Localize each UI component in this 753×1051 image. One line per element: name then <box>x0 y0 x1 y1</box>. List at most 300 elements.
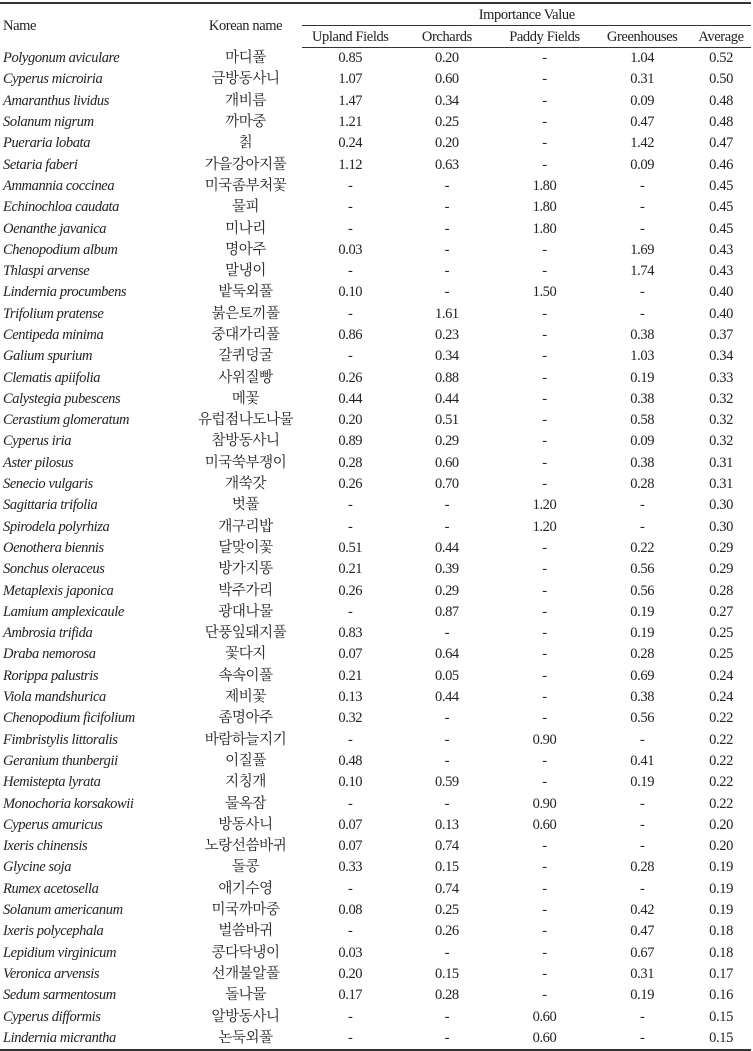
paddy-value: 0.90 <box>532 731 557 748</box>
greenhouses-value: - <box>639 518 645 535</box>
average-value: 0.22 <box>709 752 733 769</box>
upland-value: 0.08 <box>338 902 363 919</box>
species-name: Aster pilosus <box>3 454 74 471</box>
table-row <box>0 197 751 218</box>
table-row <box>0 623 751 644</box>
table-row <box>0 879 751 900</box>
table-row <box>0 176 751 197</box>
orchards-value: 0.34 <box>435 92 459 109</box>
korean-name: 까마중 <box>225 114 266 131</box>
korean-name: 가을강아지풀 <box>204 156 287 173</box>
average-value: 0.18 <box>709 923 733 940</box>
upland-value: 0.24 <box>338 135 363 152</box>
table-row <box>0 304 751 325</box>
korean-name: 방동사니 <box>218 816 273 833</box>
korean-name: 노랑선씀바귀 <box>204 838 287 855</box>
average-value: 0.15 <box>709 1008 733 1025</box>
average-value: 0.32 <box>709 412 733 429</box>
paddy-value: - <box>542 625 547 642</box>
orchards-value: - <box>444 731 450 748</box>
upland-value: 0.86 <box>338 327 363 343</box>
average-value: 0.28 <box>709 582 733 599</box>
paddy-value: 1.50 <box>532 284 557 301</box>
table-row <box>0 985 751 1006</box>
greenhouses-value: 0.42 <box>630 902 655 919</box>
korean-name: 붉은토끼풀 <box>211 305 280 322</box>
upland-value: 0.21 <box>338 561 363 578</box>
species-name: Oenanthe javanica <box>3 220 107 237</box>
upland-value: 0.51 <box>338 539 363 556</box>
paddy-value: - <box>542 987 547 1004</box>
greenhouses-value: - <box>639 220 645 237</box>
species-name: Geranium thunbergii <box>3 752 118 769</box>
orchards-value: - <box>444 944 450 961</box>
species-name: Spirodela polyrhiza <box>3 518 110 535</box>
importance-value-table <box>0 2 751 1051</box>
table-row <box>0 921 751 942</box>
greenhouses-value: 0.19 <box>630 987 655 1004</box>
upland-value: - <box>348 177 353 194</box>
paddy-value: 0.60 <box>532 816 557 833</box>
greenhouses-value: - <box>639 880 645 897</box>
upland-value: 0.20 <box>338 965 363 982</box>
paddy-value: - <box>542 539 547 556</box>
table-row <box>0 218 751 239</box>
orchards-value: 0.26 <box>435 923 459 940</box>
korean-name: 제비꽃 <box>225 689 266 706</box>
upland-value: - <box>348 603 353 620</box>
average-value: 0.45 <box>709 199 733 216</box>
upland-value: 0.83 <box>338 625 363 642</box>
header-importance-value: Importance Value <box>302 3 751 26</box>
upland-value: 0.03 <box>338 944 363 961</box>
table-row <box>0 964 751 985</box>
orchards-value: 0.44 <box>435 689 459 706</box>
upland-value: - <box>348 518 353 535</box>
paddy-value: - <box>542 241 547 258</box>
table-row <box>0 112 751 133</box>
orchards-value: 0.87 <box>435 603 459 620</box>
orchards-value: 0.23 <box>435 327 459 343</box>
paddy-value: - <box>542 582 547 599</box>
orchards-value: 0.15 <box>435 965 459 982</box>
table-row <box>0 495 751 516</box>
species-name: Setaria faberi <box>3 156 78 173</box>
greenhouses-value: 0.09 <box>630 433 655 450</box>
species-name: Calystegia pubescens <box>3 390 121 407</box>
paddy-value: 1.20 <box>532 518 557 535</box>
upland-value: 0.85 <box>338 50 363 67</box>
paddy-value: - <box>542 752 547 769</box>
table-row <box>0 580 751 601</box>
species-name: Draba nemorosa <box>3 646 96 663</box>
paddy-value: 0.60 <box>496 1028 594 1050</box>
korean-name: 이질풀 <box>225 752 266 769</box>
average-value: 0.46 <box>709 156 733 173</box>
species-name: Amaranthus lividus <box>3 92 109 109</box>
korean-name: 갈퀴덩굴 <box>218 348 273 365</box>
average-value: 0.50 <box>709 71 733 88</box>
upland-value: 0.26 <box>338 369 363 386</box>
upland-value: 0.07 <box>338 646 363 663</box>
korean-name: 선개불알풀 <box>211 965 280 982</box>
species-name: Ixeris polycephala <box>3 923 104 940</box>
species-name: Veronica arvensis <box>3 965 100 982</box>
paddy-value: - <box>542 774 547 791</box>
greenhouses-value: 1.69 <box>630 241 655 258</box>
average-value: 0.31 <box>709 454 733 471</box>
upland-value: - <box>348 923 353 940</box>
average-value: 0.34 <box>709 348 733 365</box>
upland-value: - <box>302 1028 398 1050</box>
greenhouses-value: 0.38 <box>630 327 655 343</box>
species-name: Pueraria lobata <box>3 135 91 152</box>
species-name: Lamium amplexicaule <box>3 603 124 620</box>
greenhouses-value: 0.56 <box>630 561 655 578</box>
average-value: 0.22 <box>709 710 733 727</box>
table-row <box>0 751 751 772</box>
table-row <box>0 730 751 751</box>
upland-value: - <box>348 1008 353 1025</box>
upland-value: 0.10 <box>338 284 363 301</box>
paddy-value: - <box>542 433 547 450</box>
species-name: Thlaspi arvense <box>3 263 90 280</box>
korean-name: 알방동사니 <box>211 1008 280 1025</box>
species-name: Rorippa palustris <box>3 667 99 684</box>
orchards-value: 0.05 <box>435 667 459 684</box>
orchards-value: 0.60 <box>435 71 459 88</box>
table-row <box>0 91 751 112</box>
orchards-value: 0.29 <box>435 582 459 599</box>
greenhouses-value: 0.67 <box>630 944 655 961</box>
paddy-value: - <box>542 156 547 173</box>
orchards-value: 1.61 <box>435 305 459 322</box>
korean-name: 개구리밥 <box>218 518 273 535</box>
species-name: Ammannia coccinea <box>3 177 115 194</box>
table-row <box>0 154 751 175</box>
orchards-value: - <box>444 752 450 769</box>
korean-name: 속속이풀 <box>218 667 273 684</box>
paddy-value: - <box>542 305 547 322</box>
average-value: 0.18 <box>709 944 733 961</box>
orchards-value: - <box>444 1008 450 1025</box>
paddy-value: 0.60 <box>532 1008 557 1025</box>
table-row <box>0 346 751 367</box>
paddy-value: - <box>542 327 547 343</box>
paddy-value: - <box>542 348 547 365</box>
average-value: 0.20 <box>709 816 733 833</box>
greenhouses-value: 0.69 <box>630 667 655 684</box>
table-row <box>0 602 751 623</box>
orchards-value: 0.13 <box>435 816 459 833</box>
korean-name: 물옥잠 <box>225 795 266 812</box>
table-row <box>0 389 751 410</box>
upland-value: - <box>348 348 353 365</box>
average-value: 0.30 <box>709 497 733 514</box>
orchards-value: - <box>444 284 450 301</box>
table-row <box>0 261 751 282</box>
paddy-value: - <box>542 412 547 429</box>
table-row <box>0 644 751 665</box>
paddy-value: - <box>542 476 547 493</box>
average-value: 0.17 <box>709 965 733 982</box>
greenhouses-value: - <box>639 177 645 194</box>
upland-value: 0.10 <box>338 774 363 791</box>
species-name: Cyperus iria <box>3 433 72 450</box>
average-value: 0.22 <box>709 774 733 791</box>
species-name: Rumex acetosella <box>3 880 99 897</box>
upland-value: 0.26 <box>338 582 363 599</box>
orchards-value: 0.51 <box>435 412 459 429</box>
upland-value: 1.47 <box>338 92 363 109</box>
orchards-value: - <box>444 220 450 237</box>
average-value: 0.48 <box>709 114 733 131</box>
orchards-value: - <box>444 710 450 727</box>
korean-name: 애기수영 <box>218 880 273 897</box>
korean-name: 박주가리 <box>218 582 273 599</box>
table-row <box>0 517 751 538</box>
orchards-value: - <box>444 241 450 258</box>
korean-name: 명아주 <box>225 241 266 258</box>
upland-value: 0.26 <box>338 476 363 493</box>
greenhouses-value: 0.19 <box>630 774 655 791</box>
korean-name: 밭둑외풀 <box>218 284 273 301</box>
greenhouses-value: - <box>639 1008 645 1025</box>
species-name: Viola mandshurica <box>3 689 106 706</box>
average-value: 0.48 <box>709 92 733 109</box>
paddy-value: - <box>542 263 547 280</box>
table-row <box>0 687 751 708</box>
average-value: 0.22 <box>709 731 733 748</box>
species-name: Monochoria korsakowii <box>3 795 134 812</box>
average-value: 0.27 <box>709 603 733 620</box>
orchards-value: - <box>444 497 450 514</box>
korean-name: 단풍잎돼지풀 <box>204 625 287 642</box>
table-row <box>0 1028 751 1050</box>
species-name: Lepidium virginicum <box>3 944 117 961</box>
paddy-value: - <box>542 689 547 706</box>
species-name: Metaplexis japonica <box>3 582 114 599</box>
table-row <box>0 942 751 963</box>
orchards-value: 0.70 <box>435 476 459 493</box>
upland-value: 1.07 <box>338 71 363 88</box>
upland-value: 0.03 <box>338 241 363 258</box>
species-name: Sedum sarmentosum <box>3 987 116 1004</box>
average-value: 0.52 <box>709 50 733 67</box>
species-name: Trifolium pratense <box>3 305 104 322</box>
species-name: Lindernia micrantha <box>0 1028 189 1050</box>
korean-name: 논둑외풀 <box>189 1028 303 1050</box>
table-row <box>0 282 751 303</box>
paddy-value: - <box>542 646 547 663</box>
table-row <box>0 836 751 857</box>
upland-value: 0.20 <box>338 412 363 429</box>
greenhouses-value: 0.56 <box>630 582 655 599</box>
upland-value: - <box>348 199 353 216</box>
table-row <box>0 900 751 921</box>
table-row <box>0 431 751 452</box>
orchards-value: 0.15 <box>435 859 459 876</box>
species-name: Chenopodium ficifolium <box>3 710 135 727</box>
upland-value: 1.12 <box>338 156 363 173</box>
orchards-value: 0.74 <box>435 838 459 855</box>
average-value: 0.40 <box>709 305 733 322</box>
average-value: 0.32 <box>709 390 733 407</box>
greenhouses-value: 0.28 <box>630 859 655 876</box>
greenhouses-value: 0.09 <box>630 92 655 109</box>
species-name: Polygonum aviculare <box>3 49 120 66</box>
average-value: 0.37 <box>709 327 733 343</box>
species-name: Hemistepta lyrata <box>3 774 101 791</box>
paddy-value: 1.80 <box>532 177 557 194</box>
table-row <box>0 857 751 878</box>
paddy-value: - <box>542 838 547 855</box>
orchards-value: 0.74 <box>435 880 459 897</box>
table-row <box>0 474 751 495</box>
greenhouses-value: - <box>639 199 645 216</box>
table-row <box>0 815 751 836</box>
orchards-value: 0.64 <box>435 646 459 663</box>
greenhouses-value: 0.28 <box>630 476 655 493</box>
paddy-value: - <box>542 390 547 407</box>
greenhouses-value: 1.04 <box>630 50 655 67</box>
table-row <box>0 69 751 90</box>
average-value: 0.20 <box>709 838 733 855</box>
paddy-value: 1.80 <box>532 220 557 237</box>
average-value: 0.33 <box>709 369 733 386</box>
header-korean-name: Korean name <box>189 3 303 48</box>
orchards-value: 0.25 <box>435 902 459 919</box>
paddy-value: - <box>542 710 547 727</box>
korean-name: 돌콩 <box>231 859 260 876</box>
korean-name: 광대나물 <box>218 603 273 620</box>
greenhouses-value: 1.42 <box>630 135 655 152</box>
species-name: Ixeris chinensis <box>3 838 88 855</box>
korean-name: 꽃다지 <box>225 646 266 663</box>
header-name: Name <box>0 3 189 48</box>
average-value: 0.45 <box>709 220 733 237</box>
greenhouses-value: 0.58 <box>630 412 655 429</box>
paddy-value: - <box>542 71 547 88</box>
orchards-value: 0.20 <box>435 135 459 152</box>
orchards-value: 0.63 <box>435 156 459 173</box>
average-value: 0.19 <box>709 880 733 897</box>
species-name: Cyperus amuricus <box>3 816 103 833</box>
greenhouses-value: 0.09 <box>630 156 655 173</box>
upland-value: 0.13 <box>338 689 363 706</box>
orchards-value: 0.59 <box>435 774 459 791</box>
greenhouses-value: - <box>639 731 645 748</box>
korean-name: 말냉이 <box>225 263 266 280</box>
greenhouses-value: 0.22 <box>630 539 655 556</box>
table-row <box>0 666 751 687</box>
orchards-value: - <box>398 1028 496 1050</box>
table-row <box>0 325 751 346</box>
greenhouses-value: 0.28 <box>630 646 655 663</box>
table-row <box>0 559 751 580</box>
average-value: 0.45 <box>709 177 733 194</box>
paddy-value: - <box>542 923 547 940</box>
paddy-value: - <box>542 454 547 471</box>
average-value: 0.30 <box>709 518 733 535</box>
greenhouses-value: 1.74 <box>630 263 655 280</box>
orchards-value: 0.39 <box>435 561 459 578</box>
greenhouses-value: 0.41 <box>630 752 655 769</box>
paddy-value: - <box>542 944 547 961</box>
paddy-value: - <box>542 965 547 982</box>
greenhouses-value: 0.38 <box>630 454 655 471</box>
greenhouses-value: - <box>639 816 645 833</box>
species-name: Clematis apiifolia <box>3 369 101 386</box>
paddy-value: - <box>542 880 547 897</box>
paddy-value: - <box>542 902 547 919</box>
species-name: Echinochloa caudata <box>3 199 120 216</box>
paddy-value: 0.90 <box>532 795 557 812</box>
upland-value: 0.28 <box>338 454 363 471</box>
paddy-value: - <box>542 114 547 131</box>
average-value: 0.40 <box>709 284 733 301</box>
orchards-value: 0.20 <box>435 50 459 67</box>
species-name: Glycine soja <box>3 859 72 876</box>
paddy-value: - <box>542 92 547 109</box>
average-value: 0.29 <box>709 561 733 578</box>
orchards-value: 0.44 <box>435 390 459 407</box>
orchards-value: - <box>444 199 450 216</box>
average-value: 0.29 <box>709 539 733 556</box>
average-value: 0.22 <box>709 795 733 812</box>
species-name: Galium spurium <box>3 348 93 365</box>
species-name: Cyperus microiria <box>3 71 103 88</box>
korean-name: 마디풀 <box>225 49 266 66</box>
species-name: Centipeda minima <box>3 327 104 343</box>
table-row <box>0 410 751 431</box>
greenhouses-value: 0.38 <box>630 689 655 706</box>
korean-name: 참방동사니 <box>211 433 280 450</box>
species-name: Solanum nigrum <box>3 114 94 131</box>
upland-value: 0.07 <box>338 816 363 833</box>
average-value: 0.25 <box>709 646 733 663</box>
paddy-value: - <box>542 50 547 67</box>
table-row <box>0 772 751 793</box>
greenhouses-value: - <box>639 497 645 514</box>
average-value: 0.19 <box>709 902 733 919</box>
header-upland-fields: Upland Fields <box>302 26 398 48</box>
orchards-value: - <box>444 795 450 812</box>
korean-name: 금방동사니 <box>211 71 280 88</box>
upland-value: 0.33 <box>338 859 363 876</box>
korean-name: 달맞이꽃 <box>218 539 273 556</box>
paddy-value: 1.80 <box>532 199 557 216</box>
orchards-value: 0.29 <box>435 433 459 450</box>
header-greenhouses: Greenhouses <box>593 26 691 48</box>
korean-name: 지칭개 <box>225 774 266 791</box>
species-name: Chenopodium album <box>3 241 118 258</box>
korean-name: 물피 <box>231 199 260 216</box>
upland-value: - <box>348 731 353 748</box>
korean-name: 개쑥갓 <box>225 476 266 493</box>
korean-name: 미국까마중 <box>211 902 280 919</box>
greenhouses-value: 0.38 <box>630 390 655 407</box>
table-row <box>0 367 751 388</box>
greenhouses-value: 0.19 <box>630 603 655 620</box>
korean-name: 중대가리풀 <box>211 327 280 343</box>
greenhouses-value: 0.19 <box>630 625 655 642</box>
species-name: Ambrosia trifida <box>3 625 93 642</box>
paddy-value: 1.20 <box>532 497 557 514</box>
species-name: Oenothera biennis <box>3 539 104 556</box>
table-row <box>0 793 751 814</box>
orchards-value: - <box>444 518 450 535</box>
